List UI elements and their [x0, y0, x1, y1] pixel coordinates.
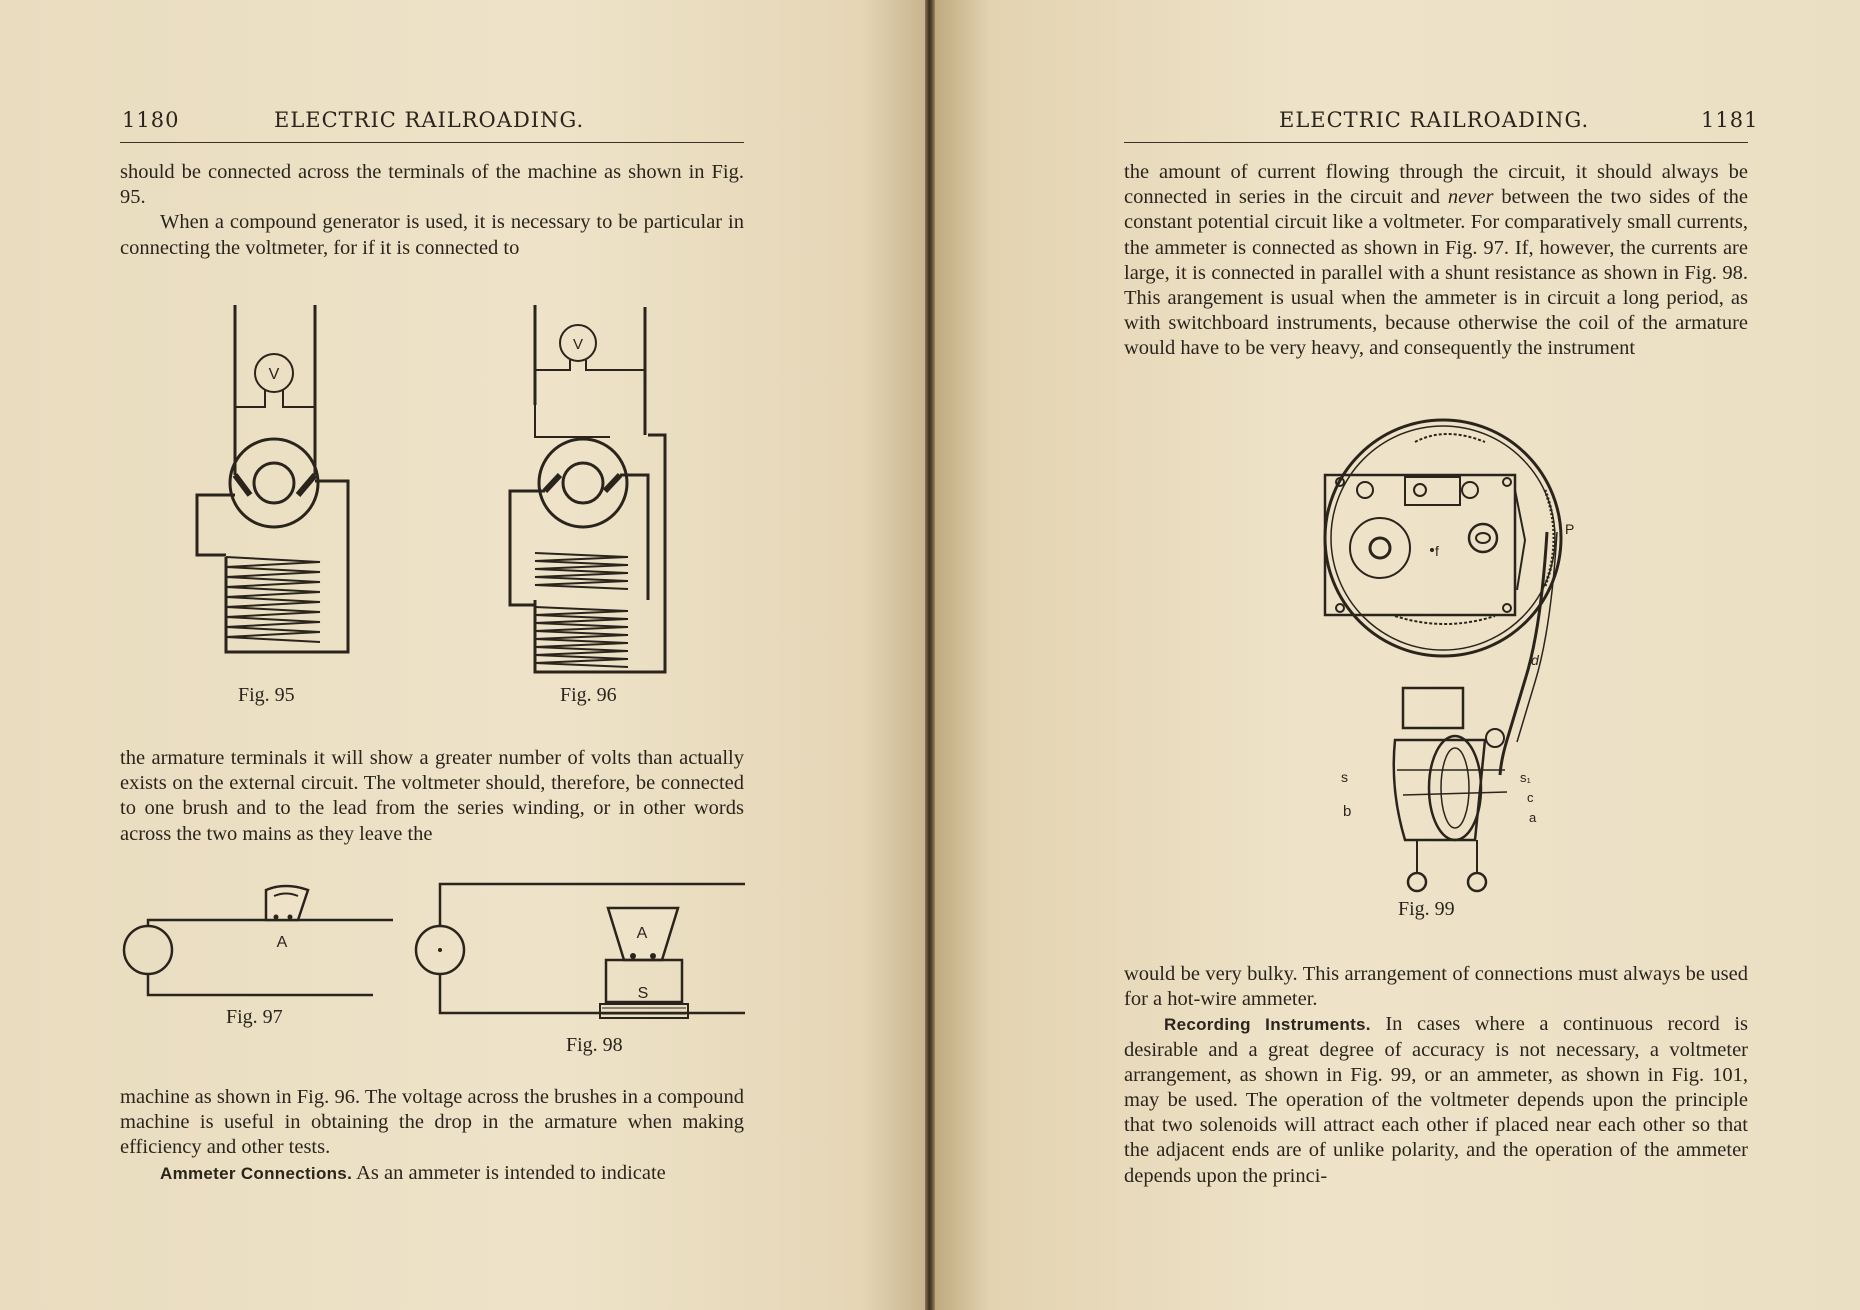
fig98-terminal-2	[650, 953, 656, 959]
fig99-pivot	[1357, 482, 1373, 498]
fig99-label-b: b	[1343, 803, 1352, 820]
left-text-middle	[120, 746, 744, 847]
fig-95-caption: Fig. 95	[238, 684, 295, 706]
fig98-top-main	[440, 884, 745, 926]
fig95-field-winding	[226, 557, 320, 642]
fig-96-diagram	[500, 295, 680, 675]
fig96-brush-left	[545, 475, 560, 491]
fig99-wire-d2	[1517, 532, 1557, 742]
fig-97-caption: Fig. 97	[226, 1006, 283, 1028]
fig97-generator	[124, 926, 172, 974]
fig-97-diagram	[118, 880, 403, 1000]
fig99-drum	[1469, 524, 1497, 552]
fig-98-caption: Fig. 98	[566, 1034, 623, 1056]
right-text-top	[1124, 160, 1748, 362]
fig99-foot-right	[1468, 873, 1486, 891]
ammeter-connections-heading: Ammeter Connections.	[160, 1163, 353, 1183]
right-running-head: ELECTRIC RAILROADING.	[1279, 108, 1590, 132]
fig99-cross-bars	[1397, 770, 1507, 795]
left-para-5-text: As an ammeter is intended to indicate	[356, 1161, 666, 1184]
fig99-label-s1: s₁	[1520, 770, 1531, 785]
fig99-case-inner	[1331, 426, 1555, 650]
left-running-head: ELECTRIC RAILROADING.	[274, 108, 585, 132]
fig99-label-p: P	[1565, 521, 1575, 537]
fig99-wire-d	[1500, 532, 1547, 775]
right-header-rule	[1124, 142, 1748, 143]
fig98-bottom-main	[440, 974, 745, 1013]
fig-98-diagram	[410, 878, 750, 1033]
fig99-feet-stems	[1417, 840, 1477, 872]
fig99-solenoid-top	[1403, 688, 1463, 728]
left-header-rule	[120, 142, 744, 143]
fig98-a-label: A	[636, 925, 648, 942]
left-text-bottom	[120, 1085, 744, 1186]
fig99-label-d: d	[1531, 652, 1539, 668]
fig99-dot-f	[1430, 548, 1434, 552]
fig99-upper-screw	[1462, 482, 1478, 498]
fig95-armature	[254, 463, 294, 503]
fig96-brush-right	[605, 475, 620, 491]
left-para-4: machine as shown in Fig. 96. The voltage across the brushes in a compound machine is useful in obtaining the drop in the armature when making efficiency and other tests.	[120, 1086, 744, 1159]
right-para-3-text: In cases where a continuous record is desirable and a great degree of accuracy is not necessary, a voltmeter arrangement, as shown in Fig. 99, or an ammeter, as shown in Fig. 101, may be used. The operation of the voltmeter depends upon the principle that two solenoids will attract each other if placed near each other so that the adjacent ends are of unlike polarity, and the operation of the ammeter depends upon the princi-	[1124, 1013, 1749, 1187]
fig97-terminal-1	[274, 915, 279, 920]
right-para-3	[1124, 1012, 1748, 1188]
right-para-1-b: between the two sides of the constant potential circuit like a voltmeter. For comparatively small currents, the ammeter is connected as shown in Fig. 97. If, however, the currents are large, it is connected in parallel with a shunt resistance as shown in Fig. 98. This arangement is usual when the ammeter is in circuit a long period, as with switchboard instruments, because otherwise the coil of the armature would have to be very heavy, and consequently the instrument	[1124, 186, 1748, 360]
recording-instruments-heading: Recording Instruments.	[1164, 1015, 1371, 1035]
fig95-brush-left	[235, 475, 250, 495]
fig95-v-label: V	[268, 366, 280, 383]
fig99-coil	[1429, 736, 1481, 840]
left-para-2: When a compound generator is used, it is necessary to be particular in connecting the voltmeter, for if it is connected to	[120, 211, 744, 259]
fig99-label-c: c	[1527, 790, 1534, 805]
fig97-bottom-main	[148, 974, 373, 995]
fig97-a-label: A	[276, 934, 288, 951]
fig99-label-a: a	[1529, 810, 1537, 825]
right-para-1-a: the amount of current flowing through the circuit, it should always be connected in series in the circuit and	[1124, 161, 1748, 209]
left-text-top	[120, 160, 744, 261]
fig99-solenoid-frame	[1394, 740, 1485, 840]
right-text-bottom	[1124, 962, 1748, 1189]
fig99-label-s: s	[1341, 769, 1348, 785]
fig99-screw-4	[1503, 604, 1511, 612]
fig99-gear-top	[1415, 434, 1485, 442]
fig98-shunt	[600, 1004, 688, 1018]
fig95-shunt-loop-l	[197, 495, 235, 555]
fig-95-diagram	[180, 295, 370, 665]
fig99-label-f: f	[1435, 543, 1439, 559]
right-para-1	[1124, 160, 1748, 362]
fig96-voltmeter-leads	[535, 360, 645, 370]
fig98-s-label: S	[637, 985, 649, 1002]
fig95-brush-right	[298, 475, 315, 495]
fig97-ammeter	[266, 886, 308, 920]
fig96-series-lead	[535, 405, 610, 437]
fig98-generator-center	[438, 948, 442, 952]
fig99-screw-3	[1336, 604, 1344, 612]
left-para-5	[120, 1161, 744, 1186]
right-page	[935, 0, 1860, 1310]
right-page-number: 1181	[1701, 108, 1759, 132]
fig99-side-arm	[1515, 490, 1525, 590]
fig96-v-label: V	[572, 336, 584, 353]
fig99-drum-core	[1476, 533, 1490, 543]
fig96-shunt-winding	[535, 553, 628, 589]
fig-96-caption: Fig. 96	[560, 684, 617, 706]
left-page-number: 1180	[122, 108, 180, 132]
fig99-gear-bottom	[1395, 616, 1495, 624]
left-page	[0, 0, 925, 1310]
fig99-coil-inner	[1441, 748, 1469, 828]
left-para-1: should be connected across the terminals of the machine as shown in Fig. 95.	[120, 161, 744, 209]
fig96-series-winding	[535, 607, 628, 667]
fig99-escape-wheel	[1350, 518, 1410, 578]
fig99-escape-hub	[1370, 538, 1390, 558]
right-para-1-emphasis: never	[1447, 186, 1494, 209]
fig99-upper-pin	[1414, 484, 1426, 496]
book-gutter	[925, 0, 935, 1310]
fig96-armature	[563, 463, 603, 503]
fig99-adjust-screw	[1486, 729, 1504, 747]
right-para-2: would be very bulky. This arrangement of connections must always be used for a hot-wire ammeter.	[1124, 963, 1748, 1011]
fig98-terminal-1	[630, 953, 636, 959]
fig99-foot-left	[1408, 873, 1426, 891]
left-para-3: the armature terminals it will show a greater number of volts than actually exists on the external circuit. The voltmeter should, therefore, be connected to one brush and to the lead from the series winding, or in other words across the two mains as they leave the	[120, 747, 744, 845]
fig-99-diagram	[1295, 420, 1635, 900]
fig96-lead-l	[510, 491, 545, 605]
fig-99-caption: Fig. 99	[1398, 898, 1455, 920]
fig99-screw-2	[1503, 478, 1511, 486]
fig97-terminal-2	[288, 915, 293, 920]
